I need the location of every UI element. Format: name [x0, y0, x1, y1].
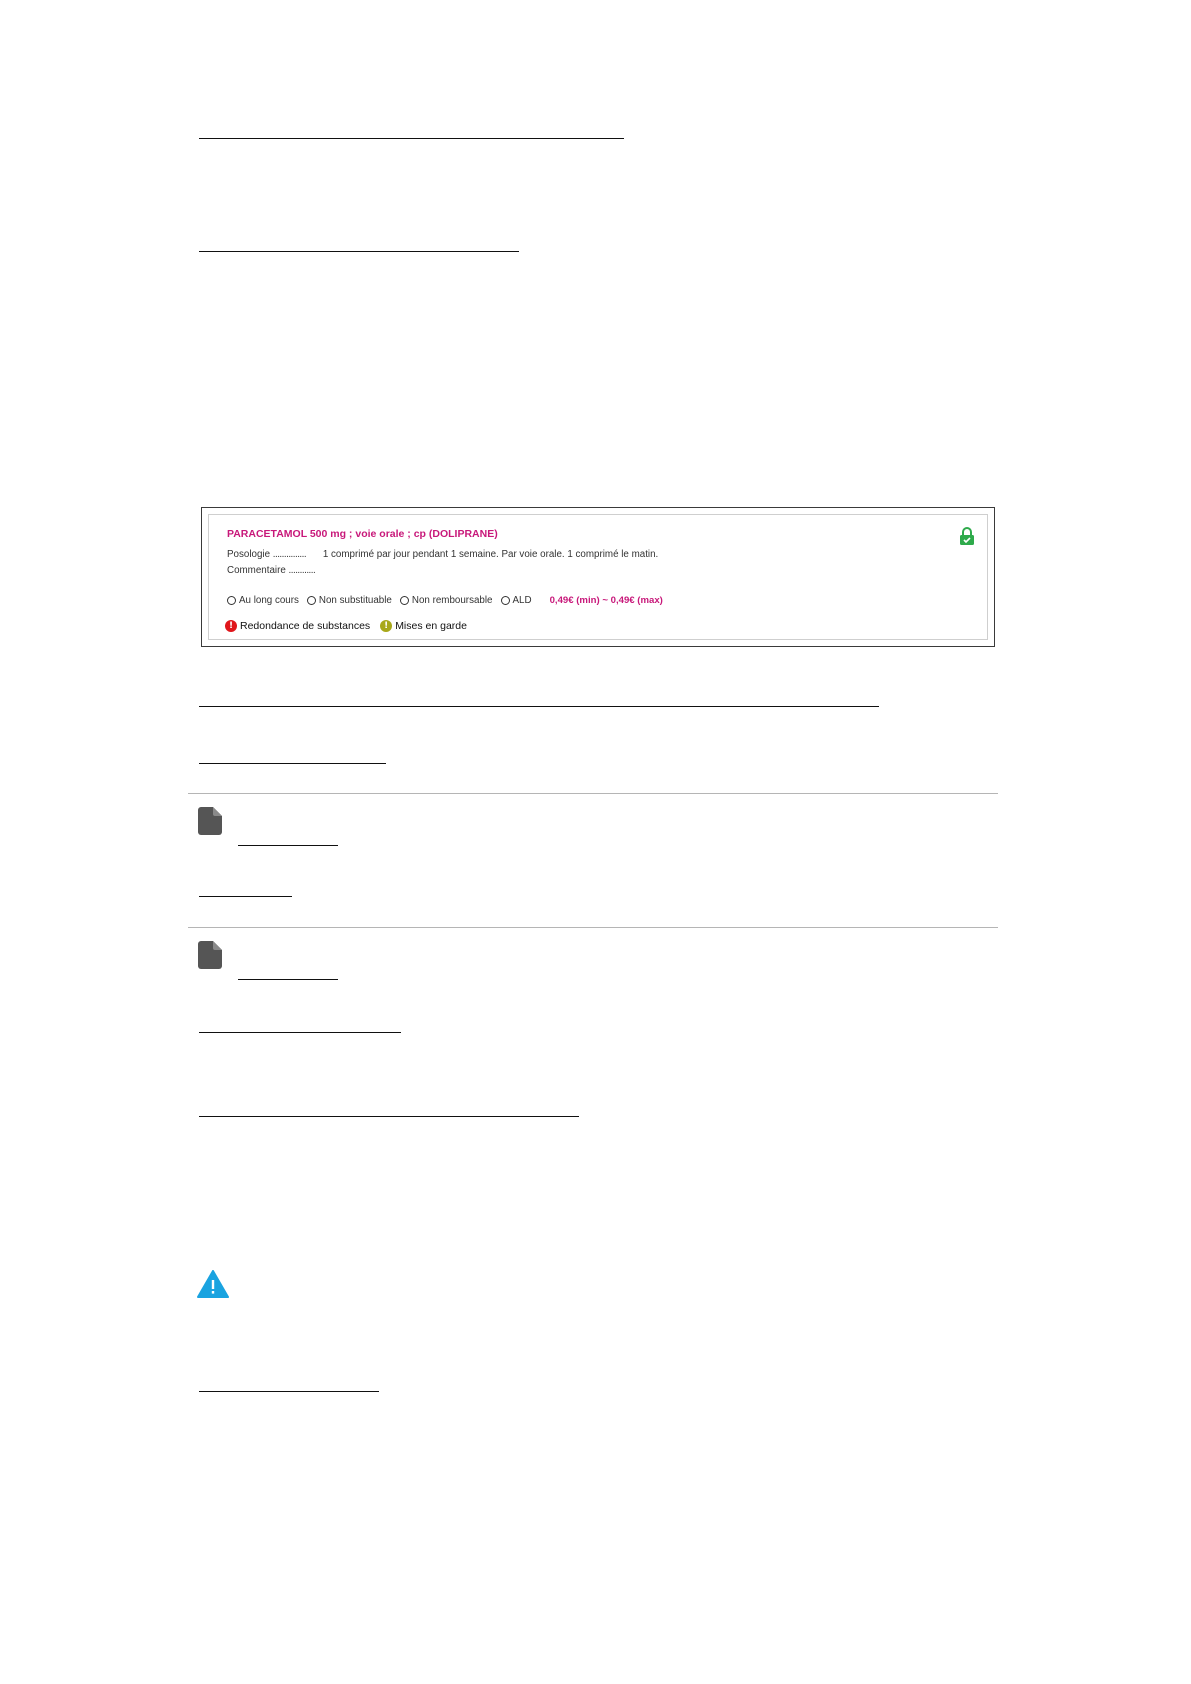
prescription-card-inner [208, 514, 988, 640]
price-range: 0,49€ (min) ~ 0,49€ (max) [549, 595, 663, 606]
prescription-alerts [225, 620, 477, 632]
option-non-substituable[interactable] [307, 595, 392, 606]
caution-icon: ! [380, 620, 392, 632]
commentaire-label: Commentaire [227, 565, 286, 576]
attachment-separator-1 [188, 793, 998, 794]
option-non-remboursable[interactable] [400, 595, 493, 606]
warning-icon [197, 1270, 229, 1298]
posologie-value: 1 comprimé par jour pendant 1 semaine. Par voie orale. 1 comprimé le matin. [322, 549, 659, 560]
lock-check-icon[interactable] [959, 526, 975, 546]
option-ald[interactable] [501, 595, 532, 606]
link-underline-4[interactable] [199, 763, 386, 764]
link-underline-2[interactable] [199, 251, 519, 252]
posologie-label: Posologie [227, 549, 271, 560]
radio-icon[interactable] [307, 596, 316, 605]
option-label: Au long cours [239, 595, 299, 606]
prescription-options [227, 595, 663, 606]
radio-icon[interactable] [501, 596, 510, 605]
link-underline-1[interactable] [199, 138, 624, 139]
link-underline-8[interactable] [199, 1391, 379, 1392]
attachment-separator-2 [188, 927, 998, 928]
link-underline-6[interactable] [199, 1032, 401, 1033]
option-label: Non substituable [318, 595, 392, 606]
posologie-row [227, 549, 658, 560]
link-underline-5[interactable] [199, 896, 292, 897]
radio-icon[interactable] [400, 596, 409, 605]
option-label: Non remboursable [411, 595, 493, 606]
option-label: ALD [512, 595, 532, 606]
alert-label: Mises en garde [395, 620, 467, 632]
commentaire-row [227, 565, 315, 576]
document-icon[interactable] [198, 807, 222, 835]
alert-redondance[interactable] [225, 620, 370, 632]
link-underline-7[interactable] [199, 1116, 579, 1117]
drug-title[interactable]: PARACETAMOL 500 mg ; voie orale ; cp (DOLIPRANE) [227, 528, 498, 540]
prescription-card [201, 507, 995, 647]
document-icon[interactable] [198, 941, 222, 969]
radio-icon[interactable] [227, 596, 236, 605]
attachment-link-2[interactable] [238, 979, 338, 980]
alert-mises-en-garde[interactable] [380, 620, 467, 632]
option-au-long-cours[interactable] [227, 595, 299, 606]
link-underline-3[interactable] [199, 706, 879, 707]
alert-label: Redondance de substances [240, 620, 371, 632]
attachment-link-1[interactable] [238, 845, 338, 846]
commentaire-dots: ............ [288, 565, 316, 576]
posologie-dots: ............... [272, 549, 307, 560]
error-icon: ! [225, 620, 237, 632]
